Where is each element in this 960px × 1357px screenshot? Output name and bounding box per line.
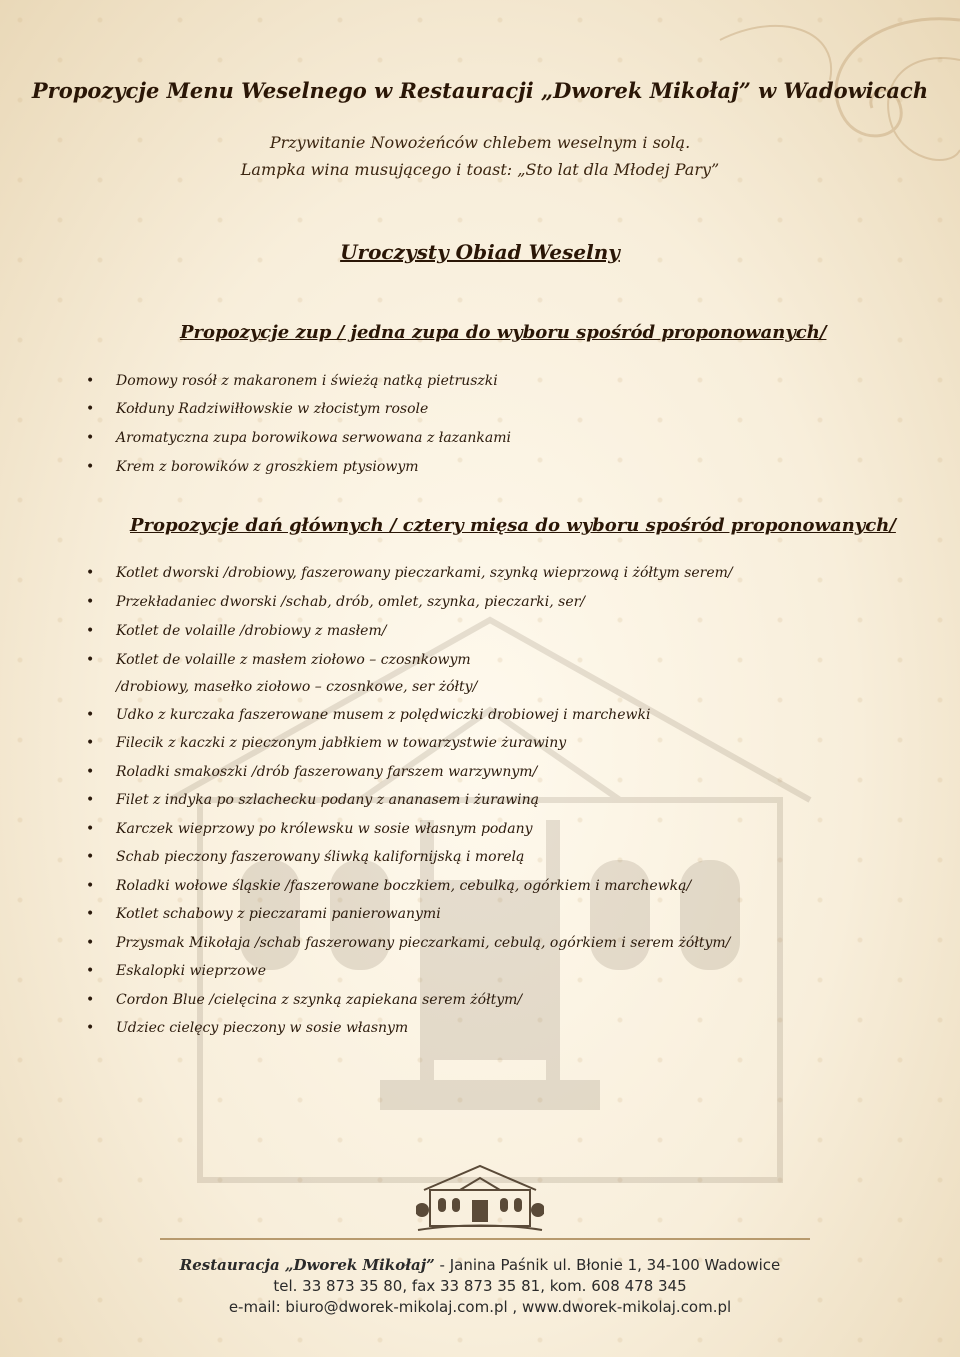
- footer-contact: e-mail: biuro@dworek-mikolaj.com.pl , www.dworek-mikolaj.com.pl: [228, 1298, 732, 1316]
- main-dish-item: • Eskalopki wieprzowe: [86, 963, 266, 979]
- intro-line-toast: Lampka wina musującego i toast: „Sto lat dla Młodej Pary”: [240, 160, 720, 179]
- bullet-icon: •: [86, 652, 95, 668]
- soup-item: • Kołduny Radziwiłłowskie w złocistym rosole: [86, 401, 429, 417]
- bullet-icon: •: [86, 764, 95, 780]
- bullet-icon: •: [86, 373, 95, 389]
- restaurant-name: Restauracja „Dworek Mikołaj”: [179, 1256, 435, 1274]
- main-dish-item: • Przekładaniec dworski /schab, drób, omlet, szynka, pieczarki, ser/: [86, 594, 586, 610]
- main-dish-item: • Kotlet dworski /drobiowy, faszerowany pieczarkami, szynką wieprzową i żółtym serem/: [86, 565, 733, 581]
- bullet-icon: •: [86, 459, 95, 475]
- bullet-icon: •: [86, 878, 95, 894]
- soups-heading: Propozycje zup / jedna zupa do wyboru spośród proponowanych/: [180, 322, 827, 343]
- main-dish-item: • Kotlet de volaille /drobiowy z masłem/: [86, 623, 387, 639]
- main-dish-item: • Cordon Blue /cielęcina z szynką zapiekana serem żółtym/: [86, 992, 523, 1008]
- main-dish-item: • Udko z kurczaka faszerowane musem z polędwiczki drobiowej i marchewki: [86, 707, 651, 723]
- bullet-icon: •: [86, 594, 95, 610]
- soup-item: • Domowy rosół z makaronem i świeżą natką pietruszki: [86, 373, 498, 389]
- bullet-icon: •: [86, 565, 95, 581]
- bullet-icon: •: [86, 1020, 95, 1036]
- bullet-icon: •: [86, 735, 95, 751]
- footer-phones: tel. 33 873 35 80, fax 33 873 35 81, kom. 608 478 345: [273, 1277, 687, 1295]
- main-dish-item: • Kotlet de volaille z masłem ziołowo – czosnkowym /drobiowy, masełko ziołowo – czosnkowe, ser żółty/: [86, 652, 478, 695]
- main-dish-item: • Schab pieczony faszerowany śliwką kalifornijską i morelą: [86, 849, 525, 865]
- bullet-icon: •: [86, 906, 95, 922]
- bullet-icon: •: [86, 623, 95, 639]
- dinner-subtitle: Uroczysty Obiad Weselny: [340, 240, 620, 264]
- main-dish-item: • Roladki smakoszki /drób faszerowany farszem warzywnym/: [86, 764, 538, 780]
- bullet-icon: •: [86, 849, 95, 865]
- bullet-icon: •: [86, 963, 95, 979]
- main-dish-item-detail: /drobiowy, masełko ziołowo – czosnkowe, ser żółty/: [116, 679, 478, 695]
- bullet-icon: •: [86, 401, 95, 417]
- restaurant-address: - Janina Paśnik ul. Błonie 1, 34-100 Wadowice: [434, 1256, 781, 1274]
- bullet-icon: •: [86, 430, 95, 446]
- main-dish-item: • Udziec cielęcy pieczony w sosie własnym: [86, 1020, 409, 1036]
- bullet-icon: •: [86, 935, 95, 951]
- main-dish-item: • Filecik z kaczki z pieczonym jabłkiem w towarzystwie żurawiny: [86, 735, 567, 751]
- mains-heading: Propozycje dań głównych / cztery mięsa do wyboru spośród proponowanych/: [130, 515, 896, 536]
- intro-line-bread: Przywitanie Nowożeńców chlebem weselnym i solą.: [269, 133, 691, 152]
- soup-item: • Aromatyczna zupa borowikowa serwowana z łazankami: [86, 430, 511, 446]
- soup-item: • Krem z borowików z groszkiem ptysiowym: [86, 459, 419, 475]
- manor-house-logo: [416, 1160, 544, 1236]
- main-dish-item: • Karczek wieprzowy po królewsku w sosie własnym podany: [86, 821, 533, 837]
- bullet-icon: •: [86, 792, 95, 808]
- footer-address-line: [0, 1255, 960, 1275]
- page-title: Propozycje Menu Weselnego w Restauracji „Dworek Mikołaj” w Wadowicach: [31, 78, 929, 103]
- bullet-icon: •: [86, 821, 95, 837]
- main-dish-item: • Przysmak Mikołaja /schab faszerowany pieczarkami, cebulą, ogórkiem i serem żółtym/: [86, 935, 731, 951]
- main-dish-item: • Roladki wołowe śląskie /faszerowane boczkiem, cebulką, ogórkiem i marchewką/: [86, 878, 692, 894]
- bullet-icon: •: [86, 707, 95, 723]
- main-dish-item: • Filet z indyka po szlachecku podany z ananasem i żurawiną: [86, 792, 540, 808]
- bullet-icon: •: [86, 992, 95, 1008]
- main-dish-item: • Kotlet schabowy z pieczarami panierowanymi: [86, 906, 441, 922]
- footer-divider: [160, 1238, 810, 1240]
